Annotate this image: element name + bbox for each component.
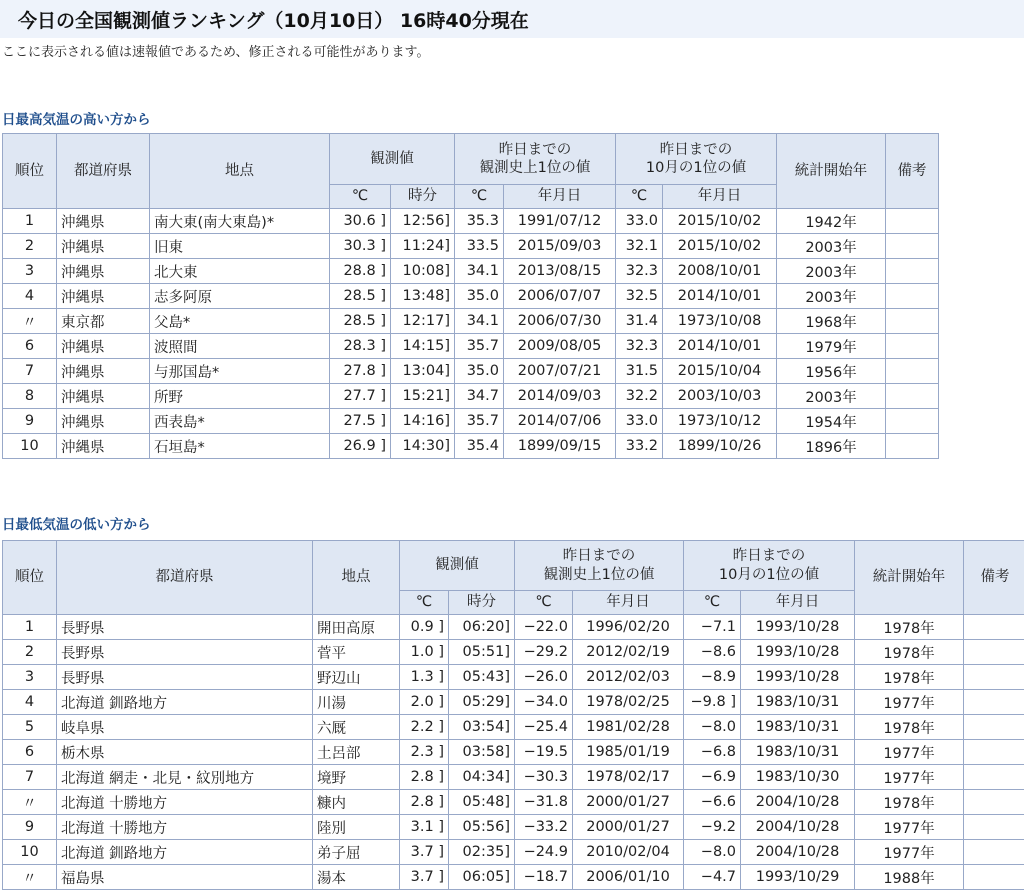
record-date-cell: 1991/07/12 [504,209,616,234]
observed-time-cell: 14:16] [391,409,455,434]
note-cell [886,234,939,259]
record-value-cell: −31.8 [515,790,573,815]
record-value-cell: 35.7 [455,409,504,434]
table-row [3,640,1024,665]
note-cell [964,790,1024,815]
place-cell: 湯本 [313,865,400,890]
rank-cell: 1 [3,209,57,234]
observed-time-cell: 06:20] [449,615,515,640]
month-record-value-cell: −8.9 [684,665,741,690]
month-record-value-cell: 32.1 [616,234,663,259]
note-cell [886,409,939,434]
table-row [3,309,939,334]
stat-start-cell: 1978年 [855,640,964,665]
month-record-date-cell: 2014/10/01 [663,284,777,309]
note-cell [964,865,1024,890]
stat-start-cell: 1977年 [855,815,964,840]
stat-start-cell: 1956年 [777,359,886,384]
record-value-cell: −33.2 [515,815,573,840]
stat-start-cell: 1954年 [777,409,886,434]
observed-time-cell: 13:04] [391,359,455,384]
observed-time-cell: 10:08] [391,259,455,284]
month-record-date-cell: 1983/10/31 [741,690,855,715]
stat-start-cell: 1978年 [855,715,964,740]
record-value-cell: −29.2 [515,640,573,665]
note-cell [964,690,1024,715]
min-temp-heading: 日最低気温の低い方から [2,517,151,533]
min-temp-table [2,540,1024,890]
observed-value-cell: 1.0 ] [400,640,449,665]
month-record-date-cell: 1983/10/31 [741,740,855,765]
observed-time-cell: 05:48] [449,790,515,815]
record-date-cell: 2015/09/03 [504,234,616,259]
header-rank: 順位 [3,134,57,209]
rank-cell: 〃 [3,309,57,334]
record-value-cell: −30.3 [515,765,573,790]
prefecture-cell: 沖縄県 [57,359,150,384]
subheader-celsius: ℃ [400,591,449,615]
observed-value-cell: 27.5 ] [330,409,391,434]
header-note: 備考 [886,134,939,209]
month-record-value-cell: −6.8 [684,740,741,765]
max-temp-table [2,133,939,459]
stat-start-cell: 1977年 [855,765,964,790]
place-cell: 弟子屈 [313,840,400,865]
prefecture-cell: 東京都 [57,309,150,334]
observed-time-cell: 14:15] [391,334,455,359]
note-cell [886,334,939,359]
rank-cell: 〃 [3,865,57,890]
observed-value-cell: 0.9 ] [400,615,449,640]
table-row [3,740,1024,765]
prefecture-cell: 長野県 [57,640,313,665]
observed-value-cell: 27.7 ] [330,384,391,409]
prefecture-cell: 北海道 釧路地方 [57,690,313,715]
observed-time-cell: 03:58] [449,740,515,765]
record-date-cell: 2012/02/03 [573,665,684,690]
prefecture-cell: 沖縄県 [57,334,150,359]
page-title: 今日の全国観測値ランキング（10月10日） 16時40分現在 [18,10,529,32]
rank-cell: 8 [3,384,57,409]
prefecture-cell: 沖縄県 [57,234,150,259]
month-record-value-cell: −9.8 ] [684,690,741,715]
place-cell: 川湯 [313,690,400,715]
observed-value-cell: 30.3 ] [330,234,391,259]
record-date-cell: 2010/02/04 [573,840,684,865]
observed-time-cell: 13:48] [391,284,455,309]
month-record-date-cell: 2008/10/01 [663,259,777,284]
month-record-date-cell: 1973/10/08 [663,309,777,334]
record-value-cell: 35.0 [455,359,504,384]
record-value-cell: −25.4 [515,715,573,740]
observed-time-cell: 14:30] [391,434,455,459]
record-date-cell: 2013/08/15 [504,259,616,284]
header-record-month: 昨日までの 10月の1位の値 [684,541,855,591]
header-record-all: 昨日までの 観測史上1位の値 [455,134,616,185]
header-prefecture: 都道府県 [57,541,313,615]
prefecture-cell: 沖縄県 [57,284,150,309]
rank-cell: 3 [3,665,57,690]
observed-value-cell: 2.0 ] [400,690,449,715]
stat-start-cell: 1978年 [855,790,964,815]
month-record-date-cell: 2014/10/01 [663,334,777,359]
record-date-cell: 2007/07/21 [504,359,616,384]
stat-start-cell: 1978年 [855,615,964,640]
observed-value-cell: 28.5 ] [330,309,391,334]
record-value-cell: 35.3 [455,209,504,234]
rank-cell: 9 [3,815,57,840]
rank-cell: 6 [3,740,57,765]
subheader-celsius: ℃ [616,185,663,209]
note-cell [964,740,1024,765]
prefecture-cell: 沖縄県 [57,409,150,434]
place-cell: 六厩 [313,715,400,740]
note-cell [886,384,939,409]
month-record-date-cell: 1993/10/28 [741,615,855,640]
month-record-value-cell: 32.3 [616,334,663,359]
stat-start-cell: 1896年 [777,434,886,459]
rank-cell: 2 [3,640,57,665]
month-record-value-cell: −6.9 [684,765,741,790]
stat-start-cell: 1988年 [855,865,964,890]
month-record-date-cell: 2015/10/04 [663,359,777,384]
prefecture-cell: 北海道 釧路地方 [57,840,313,865]
note-cell [886,359,939,384]
record-value-cell: −19.5 [515,740,573,765]
note-cell [886,209,939,234]
prefecture-cell: 沖縄県 [57,209,150,234]
note-cell [886,284,939,309]
place-cell: 野辺山 [313,665,400,690]
observed-value-cell: 2.2 ] [400,715,449,740]
subheader-time: 時分 [449,591,515,615]
rank-cell: 7 [3,359,57,384]
month-record-value-cell: 33.0 [616,409,663,434]
record-date-cell: 2012/02/19 [573,640,684,665]
stat-start-cell: 1942年 [777,209,886,234]
record-date-cell: 2000/01/27 [573,815,684,840]
month-record-value-cell: −6.6 [684,790,741,815]
subheader-date: 年月日 [504,185,616,209]
place-cell: 所野 [150,384,330,409]
stat-start-cell: 2003年 [777,384,886,409]
month-record-value-cell: −8.0 [684,715,741,740]
prefecture-cell: 北海道 十勝地方 [57,815,313,840]
header-place: 地点 [313,541,400,615]
header-rank: 順位 [3,541,57,615]
place-cell: 旧東 [150,234,330,259]
table-row [3,334,939,359]
table-row [3,865,1024,890]
table-row [3,259,939,284]
month-record-date-cell: 1899/10/26 [663,434,777,459]
table-row [3,434,939,459]
rank-cell: 1 [3,615,57,640]
rank-cell: 5 [3,715,57,740]
observed-value-cell: 26.9 ] [330,434,391,459]
observed-time-cell: 12:17] [391,309,455,334]
max-temp-heading: 日最高気温の高い方から [2,112,151,128]
place-cell: 父島* [150,309,330,334]
place-cell: 陸別 [313,815,400,840]
header-place: 地点 [150,134,330,209]
table-row [3,409,939,434]
header-observed: 観測値 [330,134,455,185]
record-value-cell: 33.5 [455,234,504,259]
table-row [3,715,1024,740]
observed-time-cell: 06:05] [449,865,515,890]
record-date-cell: 2006/07/07 [504,284,616,309]
stat-start-cell: 1979年 [777,334,886,359]
rank-cell: 7 [3,765,57,790]
provisional-notice: ここに表示される値は速報値であるため、修正される可能性があります。 [2,45,430,60]
place-cell: 西表島* [150,409,330,434]
rank-cell: 9 [3,409,57,434]
observed-time-cell: 04:34] [449,765,515,790]
observed-time-cell: 11:24] [391,234,455,259]
month-record-date-cell: 1983/10/30 [741,765,855,790]
observed-value-cell: 3.7 ] [400,865,449,890]
observed-value-cell: 3.1 ] [400,815,449,840]
note-cell [886,309,939,334]
header-record-month: 昨日までの 10月の1位の値 [616,134,777,185]
month-record-date-cell: 1993/10/29 [741,865,855,890]
table-row [3,384,939,409]
note-cell [964,665,1024,690]
header-note: 備考 [964,541,1024,615]
month-record-value-cell: 33.0 [616,209,663,234]
record-date-cell: 1996/02/20 [573,615,684,640]
month-record-date-cell: 1973/10/12 [663,409,777,434]
stat-start-cell: 1977年 [855,840,964,865]
note-cell [964,640,1024,665]
stat-start-cell: 1977年 [855,690,964,715]
prefecture-cell: 北海道 十勝地方 [57,790,313,815]
subheader-celsius: ℃ [684,591,741,615]
header-stat-start: 統計開始年 [855,541,964,615]
subheader-date: 年月日 [663,185,777,209]
observed-time-cell: 15:21] [391,384,455,409]
observed-value-cell: 28.3 ] [330,334,391,359]
place-cell: 南大東(南大東島)* [150,209,330,234]
place-cell: 糠内 [313,790,400,815]
record-value-cell: 35.7 [455,334,504,359]
record-date-cell: 2014/09/03 [504,384,616,409]
observed-time-cell: 05:43] [449,665,515,690]
note-cell [964,715,1024,740]
prefecture-cell: 栃木県 [57,740,313,765]
record-date-cell: 1985/01/19 [573,740,684,765]
record-date-cell: 1899/09/15 [504,434,616,459]
note-cell [964,615,1024,640]
rank-cell: 10 [3,434,57,459]
record-date-cell: 2009/08/05 [504,334,616,359]
observed-value-cell: 2.8 ] [400,765,449,790]
record-date-cell: 1978/02/25 [573,690,684,715]
table-row [3,790,1024,815]
table-row [3,690,1024,715]
min-temp-rows [3,615,1024,890]
stat-start-cell: 1968年 [777,309,886,334]
max-temp-rows [3,209,939,459]
month-record-value-cell: 32.3 [616,259,663,284]
table-row [3,665,1024,690]
month-record-date-cell: 2015/10/02 [663,209,777,234]
subheader-date: 年月日 [741,591,855,615]
month-record-value-cell: −9.2 [684,815,741,840]
subheader-date: 年月日 [573,591,684,615]
prefecture-cell: 沖縄県 [57,384,150,409]
record-value-cell: −26.0 [515,665,573,690]
observed-time-cell: 05:51] [449,640,515,665]
month-record-value-cell: 31.4 [616,309,663,334]
observed-value-cell: 28.5 ] [330,284,391,309]
table-row [3,765,1024,790]
place-cell: 菅平 [313,640,400,665]
stat-start-cell: 1977年 [855,740,964,765]
stat-start-cell: 2003年 [777,259,886,284]
rank-cell: 3 [3,259,57,284]
header-record-all: 昨日までの 観測史上1位の値 [515,541,684,591]
table-row [3,615,1024,640]
subheader-celsius: ℃ [455,185,504,209]
observed-time-cell: 02:35] [449,840,515,865]
rank-cell: 2 [3,234,57,259]
month-record-value-cell: 33.2 [616,434,663,459]
place-cell: 石垣島* [150,434,330,459]
observed-value-cell: 30.6 ] [330,209,391,234]
rank-cell: 10 [3,840,57,865]
month-record-date-cell: 1993/10/28 [741,665,855,690]
observed-value-cell: 27.8 ] [330,359,391,384]
subheader-time: 時分 [391,185,455,209]
record-value-cell: 34.1 [455,309,504,334]
subheader-celsius: ℃ [515,591,573,615]
month-record-date-cell: 2004/10/28 [741,815,855,840]
month-record-date-cell: 1983/10/31 [741,715,855,740]
table-row [3,209,939,234]
place-cell: 北大東 [150,259,330,284]
stat-start-cell: 2003年 [777,284,886,309]
header-observed: 観測値 [400,541,515,591]
month-record-date-cell: 2015/10/02 [663,234,777,259]
month-record-value-cell: −4.7 [684,865,741,890]
month-record-date-cell: 2004/10/28 [741,790,855,815]
subheader-celsius: ℃ [330,185,391,209]
table-row [3,284,939,309]
record-value-cell: 35.0 [455,284,504,309]
header-prefecture: 都道府県 [57,134,150,209]
record-value-cell: −18.7 [515,865,573,890]
month-record-date-cell: 2004/10/28 [741,840,855,865]
record-date-cell: 2014/07/06 [504,409,616,434]
observed-value-cell: 2.8 ] [400,790,449,815]
table-row [3,359,939,384]
rank-cell: 6 [3,334,57,359]
record-value-cell: −34.0 [515,690,573,715]
header-stat-start: 統計開始年 [777,134,886,209]
rank-cell: 4 [3,690,57,715]
observed-time-cell: 05:56] [449,815,515,840]
note-cell [886,259,939,284]
prefecture-cell: 沖縄県 [57,434,150,459]
rank-cell: 〃 [3,790,57,815]
table-row [3,815,1024,840]
observed-value-cell: 1.3 ] [400,665,449,690]
observed-value-cell: 3.7 ] [400,840,449,865]
observed-time-cell: 12:56] [391,209,455,234]
prefecture-cell: 福島県 [57,865,313,890]
month-record-value-cell: −8.6 [684,640,741,665]
table-row [3,840,1024,865]
month-record-value-cell: −7.1 [684,615,741,640]
place-cell: 与那国島* [150,359,330,384]
observed-value-cell: 2.3 ] [400,740,449,765]
note-cell [964,840,1024,865]
prefecture-cell: 北海道 網走・北見・紋別地方 [57,765,313,790]
month-record-value-cell: 32.5 [616,284,663,309]
record-value-cell: 35.4 [455,434,504,459]
place-cell: 土呂部 [313,740,400,765]
month-record-date-cell: 1993/10/28 [741,640,855,665]
prefecture-cell: 岐阜県 [57,715,313,740]
note-cell [964,765,1024,790]
month-record-value-cell: 32.2 [616,384,663,409]
stat-start-cell: 2003年 [777,234,886,259]
place-cell: 境野 [313,765,400,790]
place-cell: 波照間 [150,334,330,359]
record-date-cell: 1978/02/17 [573,765,684,790]
month-record-value-cell: 31.5 [616,359,663,384]
table-row [3,234,939,259]
observed-value-cell: 28.8 ] [330,259,391,284]
note-cell [964,815,1024,840]
rank-cell: 4 [3,284,57,309]
prefecture-cell: 沖縄県 [57,259,150,284]
place-cell: 志多阿原 [150,284,330,309]
record-date-cell: 2006/01/10 [573,865,684,890]
record-value-cell: 34.1 [455,259,504,284]
month-record-date-cell: 2003/10/03 [663,384,777,409]
observed-time-cell: 03:54] [449,715,515,740]
stat-start-cell: 1978年 [855,665,964,690]
note-cell [886,434,939,459]
record-value-cell: −22.0 [515,615,573,640]
place-cell: 開田高原 [313,615,400,640]
record-date-cell: 2000/01/27 [573,790,684,815]
record-value-cell: 34.7 [455,384,504,409]
record-date-cell: 2006/07/30 [504,309,616,334]
record-value-cell: −24.9 [515,840,573,865]
prefecture-cell: 長野県 [57,615,313,640]
observed-time-cell: 05:29] [449,690,515,715]
record-date-cell: 1981/02/28 [573,715,684,740]
month-record-value-cell: −8.0 [684,840,741,865]
prefecture-cell: 長野県 [57,665,313,690]
